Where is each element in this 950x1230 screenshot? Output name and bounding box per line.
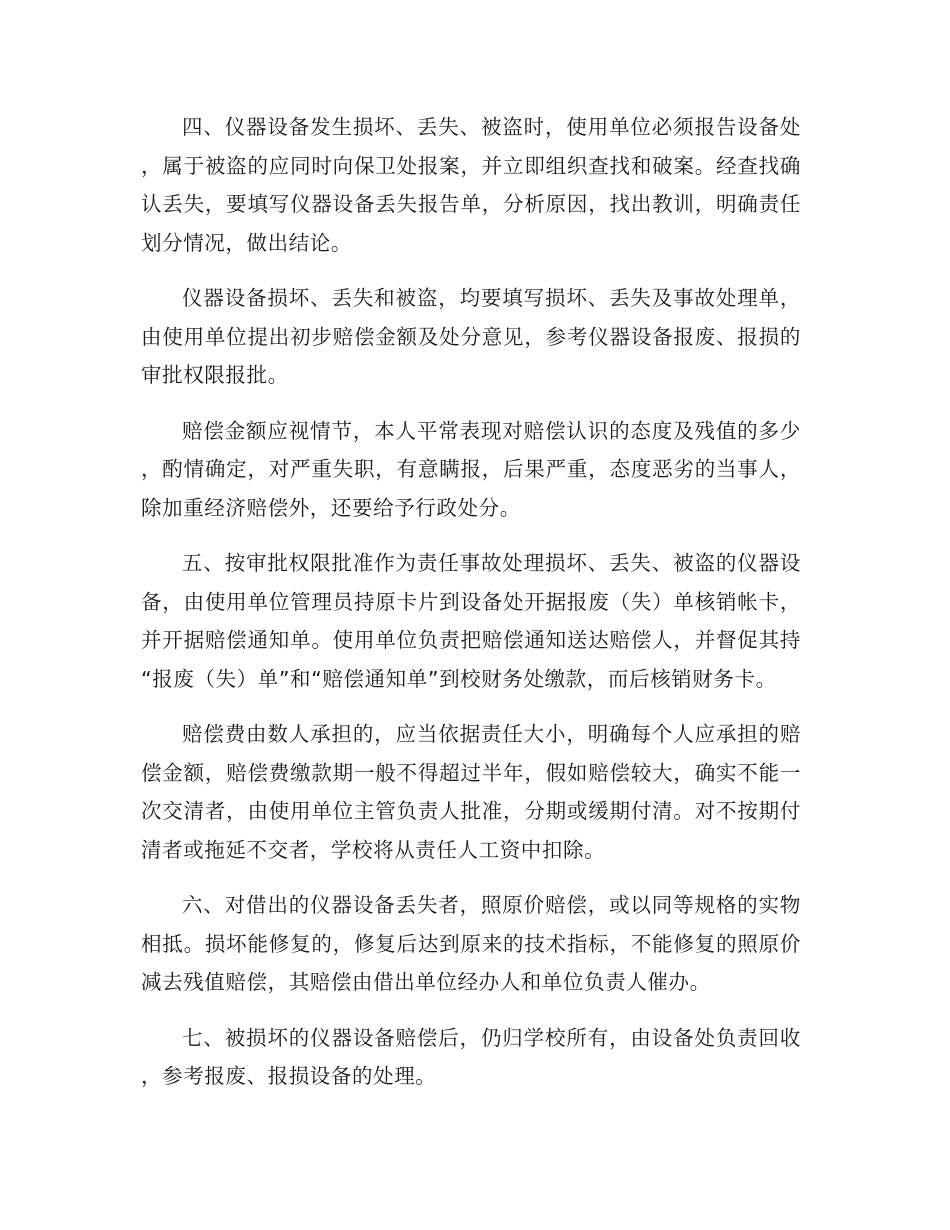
paragraph-shared-compensation: 赔偿费由数人承担的，应当依据责任大小，明确每个人应承担的赔偿金额，赔偿费缴款期一般不得超过半年，假如赔偿较大，确实不能一次交清者，由使用单位主管负责人批准，分期或缓期付清。对不按期付清者或拖延不交者，学校将从责任人工资中扣除。 [141,722,801,862]
paragraph-section-5: 五、按审批权限批准作为责任事故处理损坏、丢失、被盗的仪器设备，由使用单位管理员持原卡片到设备处开据报废（失）单核销帐卡，并开据赔偿通知单。使用单位负责把赔偿通知送达赔偿人，并督促其持“报废（失）单”和“赔偿通知单”到校财务处缴款，而后核销财务卡。 [141,551,801,691]
document-body [141,108,801,1113]
paragraph-damage-report: 仪器设备损坏、丢失和被盗，均要填写损坏、丢失及事故处理单，由使用单位提出初步赔偿金额及处分意见，参考仪器设备报废、报损的审批权限报批。 [141,286,801,387]
paragraph-section-6: 六、对借出的仪器设备丢失者，照原价赔偿，或以同等规格的实物相抵。损坏能修复的，修复后达到原来的技术指标，不能修复的照原价减去残值赔偿，其赔偿由借出单位经办人和单位负责人催办。 [141,893,801,994]
paragraph-section-4: 四、仪器设备发生损坏、丢失、被盗时，使用单位必须报告设备处，属于被盗的应同时向保卫处报案，并立即组织查找和破案。经查找确认丢失，要填写仪器设备丢失报告单，分析原因，找出教训，明确责任划分情况，做出结论。 [141,115,801,255]
paragraph-compensation-amount: 赔偿金额应视情节，本人平常表现对赔偿认识的态度及残值的多少，酌情确定，对严重失职，有意瞒报，后果严重，态度恶劣的当事人，除加重经济赔偿外，还要给予行政处分。 [141,418,801,520]
paragraph-section-7: 七、被损坏的仪器设备赔偿后，仍归学校所有，由设备处负责回收，参考报废、报损设备的处理。 [141,1025,801,1088]
